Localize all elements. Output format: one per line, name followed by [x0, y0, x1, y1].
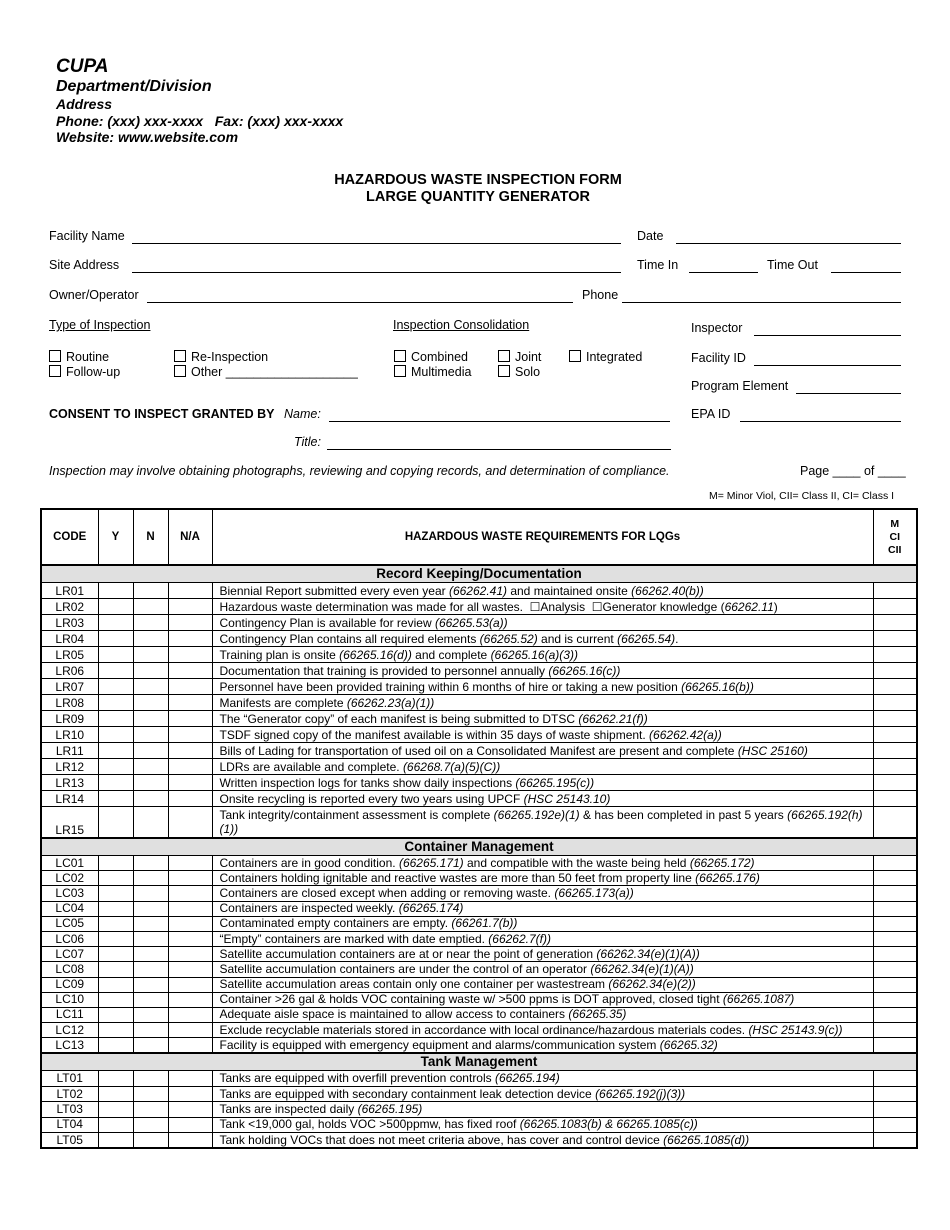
- class-cell[interactable]: [873, 977, 917, 992]
- class-cell[interactable]: [873, 962, 917, 977]
- col-class: M CI CII: [873, 509, 917, 565]
- no-cell[interactable]: [133, 1086, 168, 1101]
- class-cell[interactable]: [873, 1038, 917, 1054]
- na-cell[interactable]: [168, 1038, 212, 1054]
- na-cell[interactable]: [168, 856, 212, 871]
- class-cell[interactable]: [873, 1071, 917, 1086]
- yes-cell[interactable]: [98, 631, 133, 647]
- agency-header: [56, 56, 343, 146]
- agency-address: Address: [56, 96, 113, 112]
- agency-phone-fax: Phone: (xxx) xxx-xxxx Fax: (xxx) xxx-xxxx: [56, 112, 344, 129]
- no-cell[interactable]: [133, 1023, 168, 1038]
- class-cell[interactable]: [873, 916, 917, 931]
- phone-field[interactable]: [622, 302, 901, 303]
- table-row: LR03 Contingency Plan is available for review (66265.53(a)): [41, 615, 917, 631]
- no-cell[interactable]: [133, 679, 168, 695]
- table-row: LT03 Tanks are inspected daily (66265.195): [41, 1102, 917, 1117]
- other-option[interactable]: Other ___________________: [174, 365, 358, 379]
- yes-cell[interactable]: [98, 1071, 133, 1086]
- inspector-field[interactable]: [754, 335, 901, 336]
- class-cell[interactable]: [873, 947, 917, 962]
- combined-option[interactable]: Combined: [394, 350, 468, 364]
- no-cell[interactable]: [133, 916, 168, 931]
- program-element-label: Program Element: [691, 379, 789, 393]
- table-row: LR09 The “Generator copy” of each manifest is being submitted to DTSC (66262.21(f)): [41, 711, 917, 727]
- table-row: LC09 Satellite accumulation areas contain only one container per wastestream (66262.34(e)(2)): [41, 977, 917, 992]
- na-cell[interactable]: [168, 647, 212, 663]
- yes-cell[interactable]: [98, 679, 133, 695]
- routine-option[interactable]: Routine: [49, 350, 109, 364]
- no-cell[interactable]: [133, 977, 168, 992]
- table-row: LT05 Tank holding VOCs that does not meet criteria above, has cover and control device (66265.1085(d)): [41, 1133, 917, 1149]
- no-cell[interactable]: [133, 1117, 168, 1132]
- class-cell[interactable]: [873, 583, 917, 599]
- table-row: LR04 Contingency Plan contains all required elements (66265.52) and is current (66265.54).: [41, 631, 917, 647]
- col-yes: Y: [98, 509, 133, 565]
- table-row: LR01 Biennial Report submitted every even year (66262.41) and maintained onsite (66262.40(b)): [41, 583, 917, 599]
- time-out-label: Time Out: [767, 258, 818, 272]
- na-cell[interactable]: [168, 901, 212, 916]
- na-cell[interactable]: [168, 759, 212, 775]
- no-cell[interactable]: [133, 663, 168, 679]
- na-cell[interactable]: [168, 663, 212, 679]
- no-cell[interactable]: [133, 615, 168, 631]
- class-cell[interactable]: [873, 743, 917, 759]
- yes-cell[interactable]: [98, 727, 133, 743]
- no-cell[interactable]: [133, 743, 168, 759]
- na-cell[interactable]: [168, 807, 212, 839]
- na-cell[interactable]: [168, 977, 212, 992]
- no-cell[interactable]: [133, 759, 168, 775]
- no-cell[interactable]: [133, 647, 168, 663]
- yes-cell[interactable]: [98, 977, 133, 992]
- class-cell[interactable]: [873, 871, 917, 886]
- date-field[interactable]: [676, 243, 901, 244]
- yes-cell[interactable]: [98, 1038, 133, 1054]
- site-address-label: Site Address: [49, 258, 120, 272]
- joint-option[interactable]: Joint: [498, 350, 541, 364]
- class-cell[interactable]: [873, 775, 917, 791]
- no-cell[interactable]: [133, 901, 168, 916]
- table-row: LC04 Containers are inspected weekly. (66265.174): [41, 901, 917, 916]
- class-cell[interactable]: [873, 807, 917, 839]
- class-cell[interactable]: [873, 1133, 917, 1149]
- no-cell[interactable]: [133, 1102, 168, 1117]
- form-title-line1: HAZARDOUS WASTE INSPECTION FORM: [334, 172, 622, 188]
- na-cell[interactable]: [168, 775, 212, 791]
- owner-operator-field[interactable]: [147, 302, 573, 303]
- class-cell[interactable]: [873, 599, 917, 615]
- na-cell[interactable]: [168, 947, 212, 962]
- class-cell[interactable]: [873, 1102, 917, 1117]
- time-out-field[interactable]: [831, 272, 901, 273]
- table-row: LC05 Contaminated empty containers are empty. (66261.7(b)): [41, 916, 917, 931]
- col-code: CODE: [41, 509, 98, 565]
- follow-up-option[interactable]: Follow-up: [49, 365, 120, 379]
- class-cell[interactable]: [873, 663, 917, 679]
- na-cell[interactable]: [168, 1023, 212, 1038]
- na-cell[interactable]: [168, 1086, 212, 1101]
- class-cell[interactable]: [873, 901, 917, 916]
- section-record-keeping: Record Keeping/Documentation: [41, 565, 917, 583]
- class-cell[interactable]: [873, 1023, 917, 1038]
- table-row: LC11 Adequate aisle space is maintained to allow access to containers (66265.35): [41, 1007, 917, 1022]
- no-cell[interactable]: [133, 775, 168, 791]
- class-cell[interactable]: [873, 791, 917, 807]
- no-cell[interactable]: [133, 807, 168, 839]
- yes-cell[interactable]: [98, 916, 133, 931]
- table-row: LR08 Manifests are complete (66262.23(a)(1)): [41, 695, 917, 711]
- multimedia-checkbox[interactable]: [394, 365, 406, 377]
- consolidation-heading: Inspection Consolidation: [393, 318, 530, 332]
- table-row: LC01 Containers are in good condition. (66265.171) and compatible with the waste being held (66265.172): [41, 856, 917, 871]
- facility-name-label: Facility Name: [49, 229, 125, 243]
- integrated-option[interactable]: Integrated: [569, 350, 642, 364]
- consent-label: CONSENT TO INSPECT GRANTED BY: [49, 407, 275, 421]
- form-title-line2: LARGE QUANTITY GENERATOR: [366, 189, 590, 205]
- section-container-management: Container Management: [41, 838, 917, 856]
- table-row: LR11 Bills of Lading for transportation of used oil on a Consolidated Manifest are present and complete (HSC 25160): [41, 743, 917, 759]
- date-label: Date: [637, 229, 664, 243]
- na-cell[interactable]: [168, 1071, 212, 1086]
- table-row: LR15 Tank integrity/containment assessment is complete (66265.192e)(1) & has been completed in past 5 years (66265.192(h)(1)): [41, 807, 917, 839]
- no-cell[interactable]: [133, 947, 168, 962]
- na-cell[interactable]: [168, 599, 212, 615]
- na-cell[interactable]: [168, 1133, 212, 1149]
- table-row: LC10 Container >26 gal & holds VOC containing waste w/ >500 ppms is DOT approved, closed tight (66265.1087): [41, 992, 917, 1007]
- class-cell[interactable]: [873, 931, 917, 946]
- inspection-notice: Inspection may involve obtaining photographs, reviewing and copying records, and determination of compliance.: [49, 464, 670, 478]
- yes-cell[interactable]: [98, 1117, 133, 1132]
- yes-cell[interactable]: [98, 947, 133, 962]
- na-cell[interactable]: [168, 871, 212, 886]
- yes-cell[interactable]: [98, 1086, 133, 1101]
- na-cell[interactable]: [168, 743, 212, 759]
- type-of-inspection-heading: Type of Inspection: [49, 318, 151, 332]
- no-cell[interactable]: [133, 871, 168, 886]
- consent-title-field[interactable]: [327, 449, 671, 450]
- site-address-field[interactable]: [132, 272, 621, 273]
- col-na: N/A: [168, 509, 212, 565]
- requirements-table: [40, 508, 918, 1149]
- epa-id-field[interactable]: [740, 421, 901, 422]
- na-cell[interactable]: [168, 711, 212, 727]
- no-cell[interactable]: [133, 791, 168, 807]
- no-cell[interactable]: [133, 727, 168, 743]
- yes-cell[interactable]: [98, 992, 133, 1007]
- table-row: LR06 Documentation that training is provided to personnel annually (66265.16(c)): [41, 663, 917, 679]
- table-row: LR14 Onsite recycling is reported every two years using UPCF (HSC 25143.10): [41, 791, 917, 807]
- class-cell[interactable]: [873, 647, 917, 663]
- routine-checkbox[interactable]: [49, 350, 61, 362]
- na-cell[interactable]: [168, 695, 212, 711]
- yes-cell[interactable]: [98, 1023, 133, 1038]
- class-cell[interactable]: [873, 886, 917, 901]
- class-cell[interactable]: [873, 615, 917, 631]
- integrated-checkbox[interactable]: [569, 350, 581, 362]
- facility-name-field[interactable]: [132, 243, 621, 244]
- yes-cell[interactable]: [98, 886, 133, 901]
- na-cell[interactable]: [168, 631, 212, 647]
- table-row: LT01 Tanks are equipped with overfill prevention controls (66265.194): [41, 1071, 917, 1086]
- yes-cell[interactable]: [98, 1102, 133, 1117]
- other-checkbox[interactable]: [174, 365, 186, 377]
- na-cell[interactable]: [168, 962, 212, 977]
- na-cell[interactable]: [168, 727, 212, 743]
- col-no: N: [133, 509, 168, 565]
- re-inspection-checkbox[interactable]: [174, 350, 186, 362]
- yes-cell[interactable]: [98, 583, 133, 599]
- na-cell[interactable]: [168, 886, 212, 901]
- no-cell[interactable]: [133, 886, 168, 901]
- agency-website: Website: www.website.com: [56, 129, 239, 145]
- re-inspection-option[interactable]: Re-Inspection: [174, 350, 268, 364]
- program-element-field[interactable]: [796, 393, 901, 394]
- na-cell[interactable]: [168, 791, 212, 807]
- yes-cell[interactable]: [98, 856, 133, 871]
- table-row: LC06 “Empty” containers are marked with date emptied. (66262.7(f)): [41, 931, 917, 946]
- yes-cell[interactable]: [98, 871, 133, 886]
- inspector-label: Inspector: [691, 321, 743, 335]
- time-in-field[interactable]: [689, 272, 758, 273]
- class-cell[interactable]: [873, 992, 917, 1007]
- yes-cell[interactable]: [98, 615, 133, 631]
- no-cell[interactable]: [133, 695, 168, 711]
- facility-id-field[interactable]: [754, 365, 901, 366]
- class-cell[interactable]: [873, 1086, 917, 1101]
- col-requirement: HAZARDOUS WASTE REQUIREMENTS FOR LQGs: [212, 509, 873, 565]
- no-cell[interactable]: [133, 711, 168, 727]
- joint-checkbox[interactable]: [498, 350, 510, 362]
- table-row: LC07 Satellite accumulation containers are at or near the point of generation (66262.34(e)(1)(A)): [41, 947, 917, 962]
- epa-id-label: EPA ID: [691, 407, 731, 421]
- na-cell[interactable]: [168, 1117, 212, 1132]
- yes-cell[interactable]: [98, 743, 133, 759]
- class-cell[interactable]: [873, 759, 917, 775]
- table-row: LR13 Written inspection logs for tanks show daily inspections (66265.195(c)): [41, 775, 917, 791]
- consent-title-label: Title:: [294, 435, 321, 449]
- no-cell[interactable]: [133, 1071, 168, 1086]
- class-cell[interactable]: [873, 1117, 917, 1132]
- combined-checkbox[interactable]: [394, 350, 406, 362]
- no-cell[interactable]: [133, 992, 168, 1007]
- table-row: LR10 TSDF signed copy of the manifest available is within 35 days of waste shipment. (66262.42(a)): [41, 727, 917, 743]
- yes-cell[interactable]: [98, 1133, 133, 1149]
- table-row: LC03 Containers are closed except when adding or removing waste. (66265.173(a)): [41, 886, 917, 901]
- class-cell[interactable]: [873, 1007, 917, 1022]
- table-header-row: [41, 509, 917, 565]
- table-row: LR05 Training plan is onsite (66265.16(d)) and complete (66265.16(a)(3)): [41, 647, 917, 663]
- na-cell[interactable]: [168, 583, 212, 599]
- class-cell[interactable]: [873, 856, 917, 871]
- no-cell[interactable]: [133, 1007, 168, 1022]
- no-cell[interactable]: [133, 1133, 168, 1149]
- yes-cell[interactable]: [98, 791, 133, 807]
- class-cell[interactable]: [873, 679, 917, 695]
- phone-label: Phone: [582, 288, 619, 302]
- yes-cell[interactable]: [98, 695, 133, 711]
- na-cell[interactable]: [168, 1007, 212, 1022]
- no-cell[interactable]: [133, 631, 168, 647]
- owner-operator-label: Owner/Operator: [49, 288, 139, 302]
- no-cell[interactable]: [133, 856, 168, 871]
- class-cell[interactable]: [873, 631, 917, 647]
- class-cell[interactable]: [873, 695, 917, 711]
- consent-name-field[interactable]: [329, 421, 670, 422]
- no-cell[interactable]: [133, 583, 168, 599]
- na-cell[interactable]: [168, 615, 212, 631]
- no-cell[interactable]: [133, 962, 168, 977]
- table-row: LC13 Facility is equipped with emergency equipment and alarms/communication system (66265.32): [41, 1038, 917, 1054]
- class-cell[interactable]: [873, 711, 917, 727]
- table-row: LR12 LDRs are available and complete. (66268.7(a)(5)(C)): [41, 759, 917, 775]
- table-row: LC08 Satellite accumulation containers are under the control of an operator (66262.34(e)(1)(A)): [41, 962, 917, 977]
- multimedia-option[interactable]: Multimedia: [394, 365, 471, 379]
- no-cell[interactable]: [133, 1038, 168, 1054]
- yes-cell[interactable]: [98, 962, 133, 977]
- yes-cell[interactable]: [98, 663, 133, 679]
- no-cell[interactable]: [133, 599, 168, 615]
- na-cell[interactable]: [168, 931, 212, 946]
- agency-name: CUPA: [56, 56, 109, 77]
- solo-checkbox[interactable]: [498, 365, 510, 377]
- na-cell[interactable]: [168, 1102, 212, 1117]
- table-row: LC12 Exclude recyclable materials stored in accordance with local ordinance/hazardous materials codes. (HSC 25143.9(c)): [41, 1023, 917, 1038]
- na-cell[interactable]: [168, 679, 212, 695]
- consent-name-label: Name:: [284, 407, 321, 421]
- follow-up-checkbox[interactable]: [49, 365, 61, 377]
- form-title: [0, 172, 950, 206]
- table-row: LR07 Personnel have been provided training within 6 months of hire or taking a new position (66265.16(b)): [41, 679, 917, 695]
- section-tank-management: Tank Management: [41, 1053, 917, 1071]
- yes-cell[interactable]: [98, 711, 133, 727]
- yes-cell[interactable]: [98, 1007, 133, 1022]
- violation-legend: M= Minor Viol, CII= Class II, CI= Class I: [709, 490, 895, 502]
- page-count: Page ____ of ____: [800, 464, 906, 478]
- table-row: LT02 Tanks are equipped with secondary containment leak detection device (66265.192(j)(3)): [41, 1086, 917, 1101]
- table-row: LT04 Tank <19,000 gal, holds VOC >500ppmw, has fixed roof (66265.1083(b) & 66265.1085(c)): [41, 1117, 917, 1132]
- class-cell[interactable]: [873, 727, 917, 743]
- yes-cell[interactable]: [98, 599, 133, 615]
- solo-option[interactable]: Solo: [498, 365, 540, 379]
- time-in-label: Time In: [637, 258, 679, 272]
- yes-cell[interactable]: [98, 775, 133, 791]
- table-row: LC02 Containers holding ignitable and reactive wastes are more than 50 feet from property line (66265.176): [41, 871, 917, 886]
- na-cell[interactable]: [168, 916, 212, 931]
- no-cell[interactable]: [133, 931, 168, 946]
- yes-cell[interactable]: [98, 807, 133, 839]
- yes-cell[interactable]: [98, 901, 133, 916]
- yes-cell[interactable]: [98, 759, 133, 775]
- facility-id-label: Facility ID: [691, 351, 746, 365]
- yes-cell[interactable]: [98, 647, 133, 663]
- table-row: LR02 Hazardous waste determination was made for all wastes. ☐Analysis ☐Generator knowledge (66262.11): [41, 599, 917, 615]
- na-cell[interactable]: [168, 992, 212, 1007]
- yes-cell[interactable]: [98, 931, 133, 946]
- department-name: Department/Division: [56, 78, 212, 95]
